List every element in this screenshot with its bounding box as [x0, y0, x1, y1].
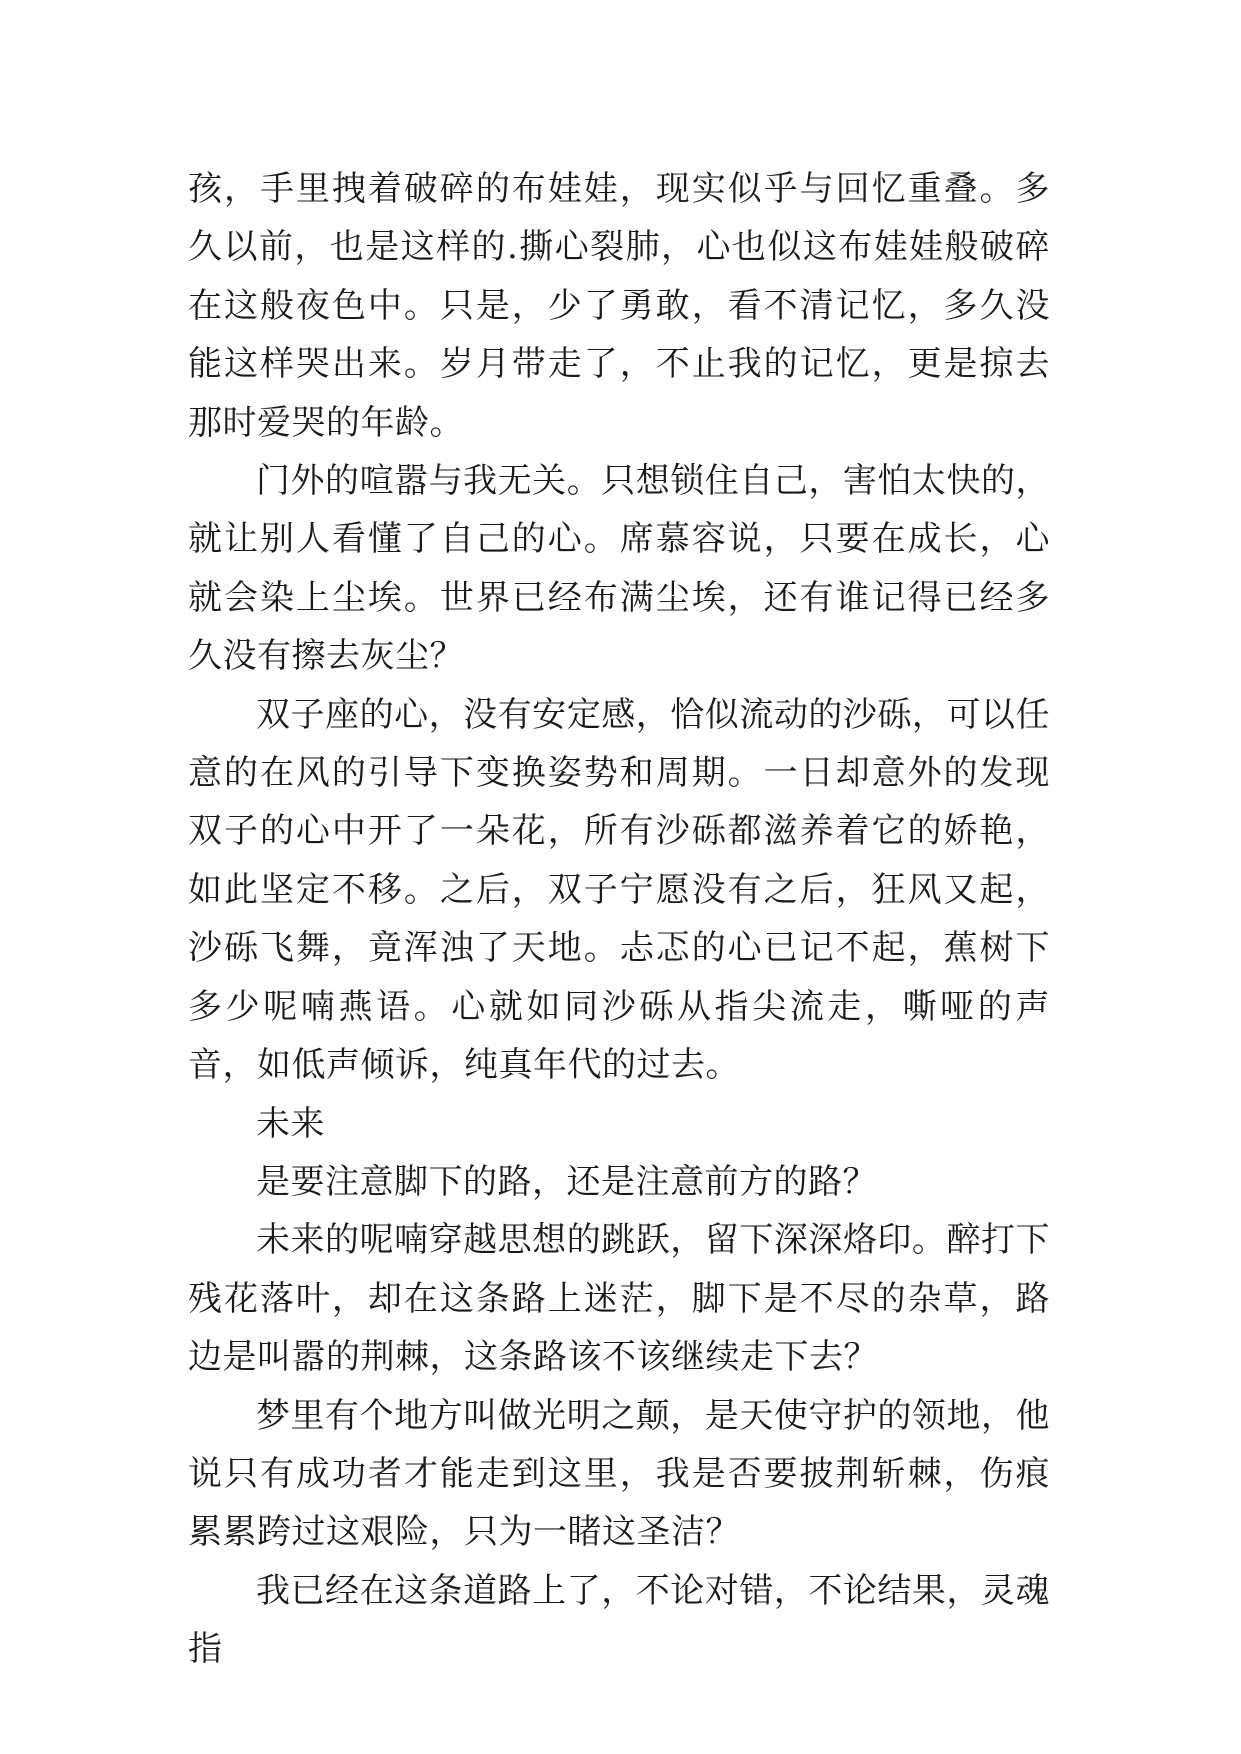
section-heading: 未来 — [256, 1103, 325, 1144]
paragraph: 双子座的心，没有安定感，恰似流动的沙砾，可以任意的在风的引导下变换姿势和周期。一日却意外的发现双子的心中开了一朵花，所有沙砾都滋养着它的娇艳，如此坚定不移。之后，双子宁愿没有之后，狂风又起，沙砾飞舞，竟浑浊了天地。忐忑的心已记不起，蕉树下多少呢喃燕语。心就如同沙砾从指尖流走，嘶哑的声音，如低声倾诉，纯真年代的过去。 — [188, 694, 1050, 1086]
paragraph: 孩，手里拽着破碎的布娃娃，现实似乎与回忆重叠。多久以前，也是这样的.撕心裂肺，心也似这布娃娃般破碎在这般夜色中。只是，少了勇敢，看不清记忆，多久没能这样哭出来。岁月带走了，不止我的记忆，更是掠去那时爱哭的年龄。 — [188, 169, 1050, 443]
paragraph: 梦里有个地方叫做光明之颠，是天使守护的领地，他说只有成功者才能走到这里，我是否要披荆斩棘，伤痕累累跨过这艰险，只为一睹这圣洁？ — [188, 1395, 1050, 1553]
paragraph: 我已经在这条道路上了，不论对错，不论结果，灵魂指 — [188, 1570, 1050, 1670]
paragraph: 未来的呢喃穿越思想的跳跃，留下深深烙印。醉打下残花落叶，却在这条路上迷茫，脚下是不尽的杂草，路边是叫嚣的荆棘，这条路该不该继续走下去？ — [188, 1220, 1050, 1378]
body-text — [188, 160, 1050, 1679]
paragraph: 门外的喧嚣与我无关。只想锁住自己，害怕太快的，就让别人看懂了自己的心。席慕容说，只要在成长，心就会染上尘埃。世界已经布满尘埃，还有谁记得已经多久没有擦去灰尘？ — [188, 461, 1050, 677]
paragraph: 是要注意脚下的路，还是注意前方的路？ — [256, 1161, 877, 1202]
